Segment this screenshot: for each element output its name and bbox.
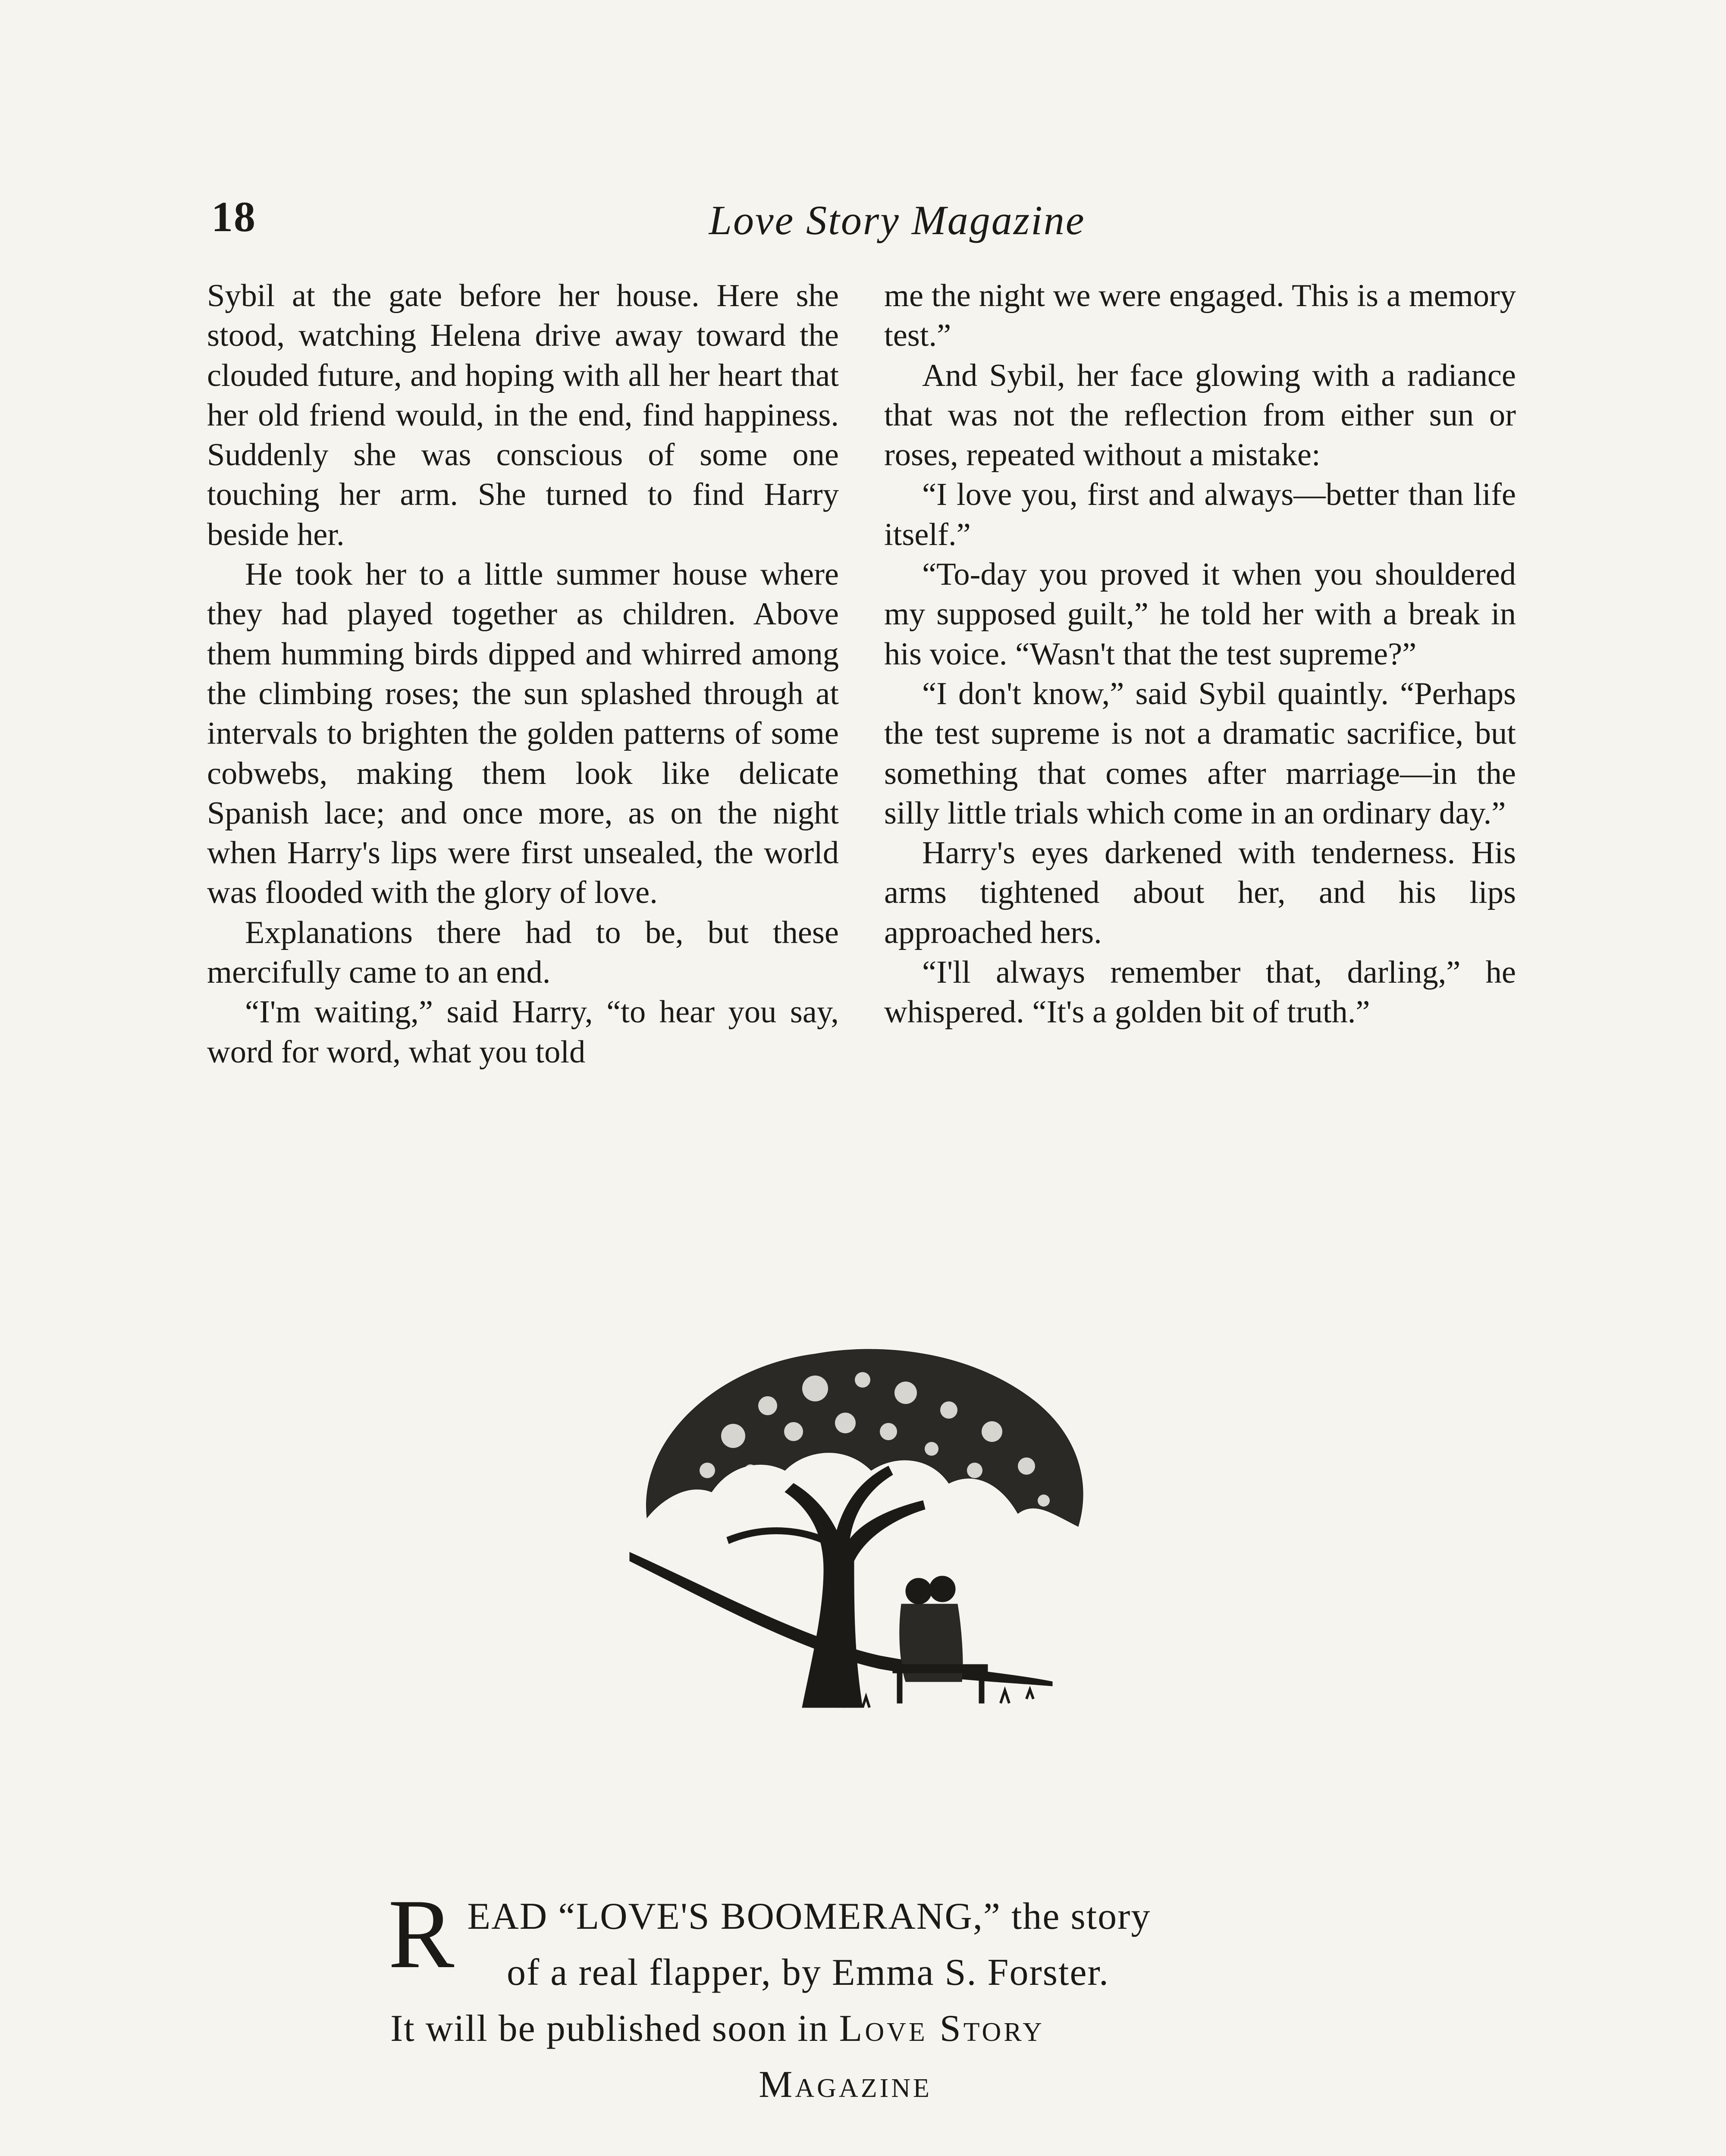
notice-line-1: EAD “LOVE'S BOOMERANG,” the story bbox=[467, 1896, 1151, 1937]
boomerang-notice bbox=[380, 1879, 1328, 2113]
magazine-name-smallcaps-cont: Magazine bbox=[759, 2064, 932, 2106]
magazine-name-smallcaps: Love Story bbox=[839, 2008, 1045, 2049]
story-paragraph: “I'm waiting,” said Harry, “to hear you say, word for word, what you told bbox=[207, 994, 839, 1070]
notice-line-2: of a real flapper, by Emma S. Forster. bbox=[507, 1952, 1109, 1993]
drop-cap: R bbox=[388, 1879, 455, 1989]
story-paragraph: Sybil at the gate before her house. Here she stood, watching Helena drive away toward the clouded future, and hoping with all her heart that her old friend would, in the end, find happiness. Suddenly she was conscious of some one touching her arm. She turned to find Harry beside her. bbox=[207, 278, 839, 552]
notice-line-3: It will be published soon in bbox=[390, 2008, 829, 2049]
story-paragraph: Harry's eyes darkened with tenderness. His arms tightened about her, and his lips approached hers. bbox=[884, 835, 1516, 950]
page-number: 18 bbox=[211, 193, 256, 241]
story-column-right bbox=[884, 276, 1516, 1032]
story-paragraph: He took her to a little summer house where they had played together as children. Above them humming birds dipped and whirred among the climbing roses; the sun splashed through at intervals to brighten the golden patterns of some cobwebs, making them look like delicate Spanish lace; and once more, as on the night when Harry's lips were first unsealed, the world was flooded with the glory of love. bbox=[207, 557, 839, 911]
story-column-left bbox=[207, 276, 839, 1072]
story-paragraph: me the night we were engaged. This is a memory test.” bbox=[884, 278, 1516, 354]
tree-illustration-icon bbox=[621, 1328, 1104, 1716]
tree-with-couple-vignette bbox=[621, 1328, 1104, 1716]
story-paragraph: Explanations there had to be, but these mercifully came to an end. bbox=[207, 915, 839, 990]
story-paragraph: “I love you, first and always—better than life itself.” bbox=[884, 477, 1516, 552]
story-paragraph: And Sybil, her face glowing with a radiance that was not the reflection from either sun or roses, repeated without a mistake: bbox=[884, 357, 1516, 473]
running-head: Love Story Magazine bbox=[709, 197, 1086, 243]
story-paragraph: “I'll always remember that, darling,” he whispered. “It's a golden bit of truth.” bbox=[884, 955, 1516, 1030]
story-paragraph: “I don't know,” said Sybil quaintly. “Perhaps the test supreme is not a dramatic sacrifice, but something that comes after marriage—in the silly little trials which come in an ordinary day.” bbox=[884, 676, 1516, 831]
story-paragraph: “To-day you proved it when you shouldered my supposed guilt,” he told her with a break in his voice. “Wasn't that the test supreme?” bbox=[884, 557, 1516, 672]
